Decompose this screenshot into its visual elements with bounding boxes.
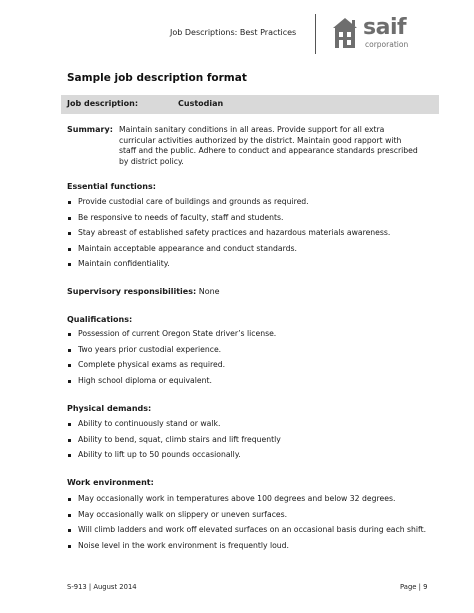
header-title: Job Descriptions: Best Practices: [170, 28, 297, 37]
summary-text: Maintain sanitary conditions in all areas. Provide support for all extra curricular activities authorized by the district. Maintain good rapport with staff and the public. Adhere to conduct and appearance standards prescribed by district policy.: [119, 125, 418, 166]
bullet-icon: [68, 514, 71, 517]
job-description-bar: [61, 95, 439, 114]
list-item: Two years prior custodial experience.: [67, 345, 276, 361]
list-item: Possession of current Oregon State driver’s license.: [67, 329, 276, 345]
essential-functions-heading: Essential functions:: [67, 182, 156, 191]
saif-logo: [330, 14, 420, 54]
bullet-icon: [68, 232, 71, 235]
work-environment-list: [67, 494, 426, 556]
bullet-icon: [68, 423, 71, 426]
supervisory-value: None: [198, 287, 220, 296]
qualifications-list: [67, 329, 276, 391]
essential-functions-list: [67, 197, 390, 275]
list-item: Be responsive to needs of faculty, staff and students.: [67, 213, 390, 229]
list-item: Stay abreast of established safety practices and hazardous materials awareness.: [67, 228, 390, 244]
list-item: May occasionally walk on slippery or uneven surfaces.: [67, 510, 426, 526]
bullet-icon: [68, 529, 71, 532]
bullet-icon: [68, 498, 71, 501]
bullet-icon: [68, 439, 71, 442]
physical-demands-heading: Physical demands:: [67, 404, 152, 413]
job-description-value: Custodian: [178, 99, 224, 108]
work-environment-heading: Work environment:: [67, 478, 154, 487]
list-item: Maintain confidentiality.: [67, 259, 390, 275]
bullet-icon: [68, 364, 71, 367]
bullet-icon: [68, 454, 71, 457]
bullet-icon: [68, 217, 71, 220]
bullet-icon: [68, 380, 71, 383]
supervisory-label: Supervisory responsibilities:: [67, 287, 197, 296]
header-divider: [315, 14, 316, 54]
list-item: Ability to continuously stand or walk.: [67, 419, 281, 435]
bullet-icon: [68, 248, 71, 251]
list-item: Complete physical exams as required.: [67, 360, 276, 376]
list-item: Ability to lift up to 50 pounds occasionally.: [67, 450, 281, 466]
physical-demands-list: [67, 419, 281, 466]
list-item: Will climb ladders and work off elevated surfaces on an occasional basis during each shift.: [67, 525, 426, 541]
bullet-icon: [68, 263, 71, 266]
qualifications-heading: Qualifications:: [67, 315, 133, 324]
summary-label: Summary:: [67, 125, 113, 134]
footer-page-number: Page | 9: [400, 583, 428, 591]
footer-document-id: S-913 | August 2014: [67, 583, 137, 591]
list-item: May occasionally work in temperatures above 100 degrees and below 32 degrees.: [67, 494, 426, 510]
list-item: Provide custodial care of buildings and grounds as required.: [67, 197, 390, 213]
supervisory-responsibilities: [67, 287, 220, 296]
logo-subtitle: corporation: [365, 40, 409, 49]
building-logo-icon: [330, 14, 362, 52]
bullet-icon: [68, 349, 71, 352]
list-item: Maintain acceptable appearance and conduct standards.: [67, 244, 390, 260]
list-item: High school diploma or equivalent.: [67, 376, 276, 392]
bullet-icon: [68, 333, 71, 336]
document-title: Sample job description format: [67, 72, 247, 84]
job-description-label: Job description:: [67, 99, 139, 108]
bullet-icon: [68, 545, 71, 548]
bullet-icon: [68, 201, 71, 204]
list-item: Ability to bend, squat, climb stairs and lift frequently: [67, 435, 281, 451]
logo-wordmark: saif: [363, 15, 407, 40]
list-item: Noise level in the work environment is frequently loud.: [67, 541, 426, 557]
